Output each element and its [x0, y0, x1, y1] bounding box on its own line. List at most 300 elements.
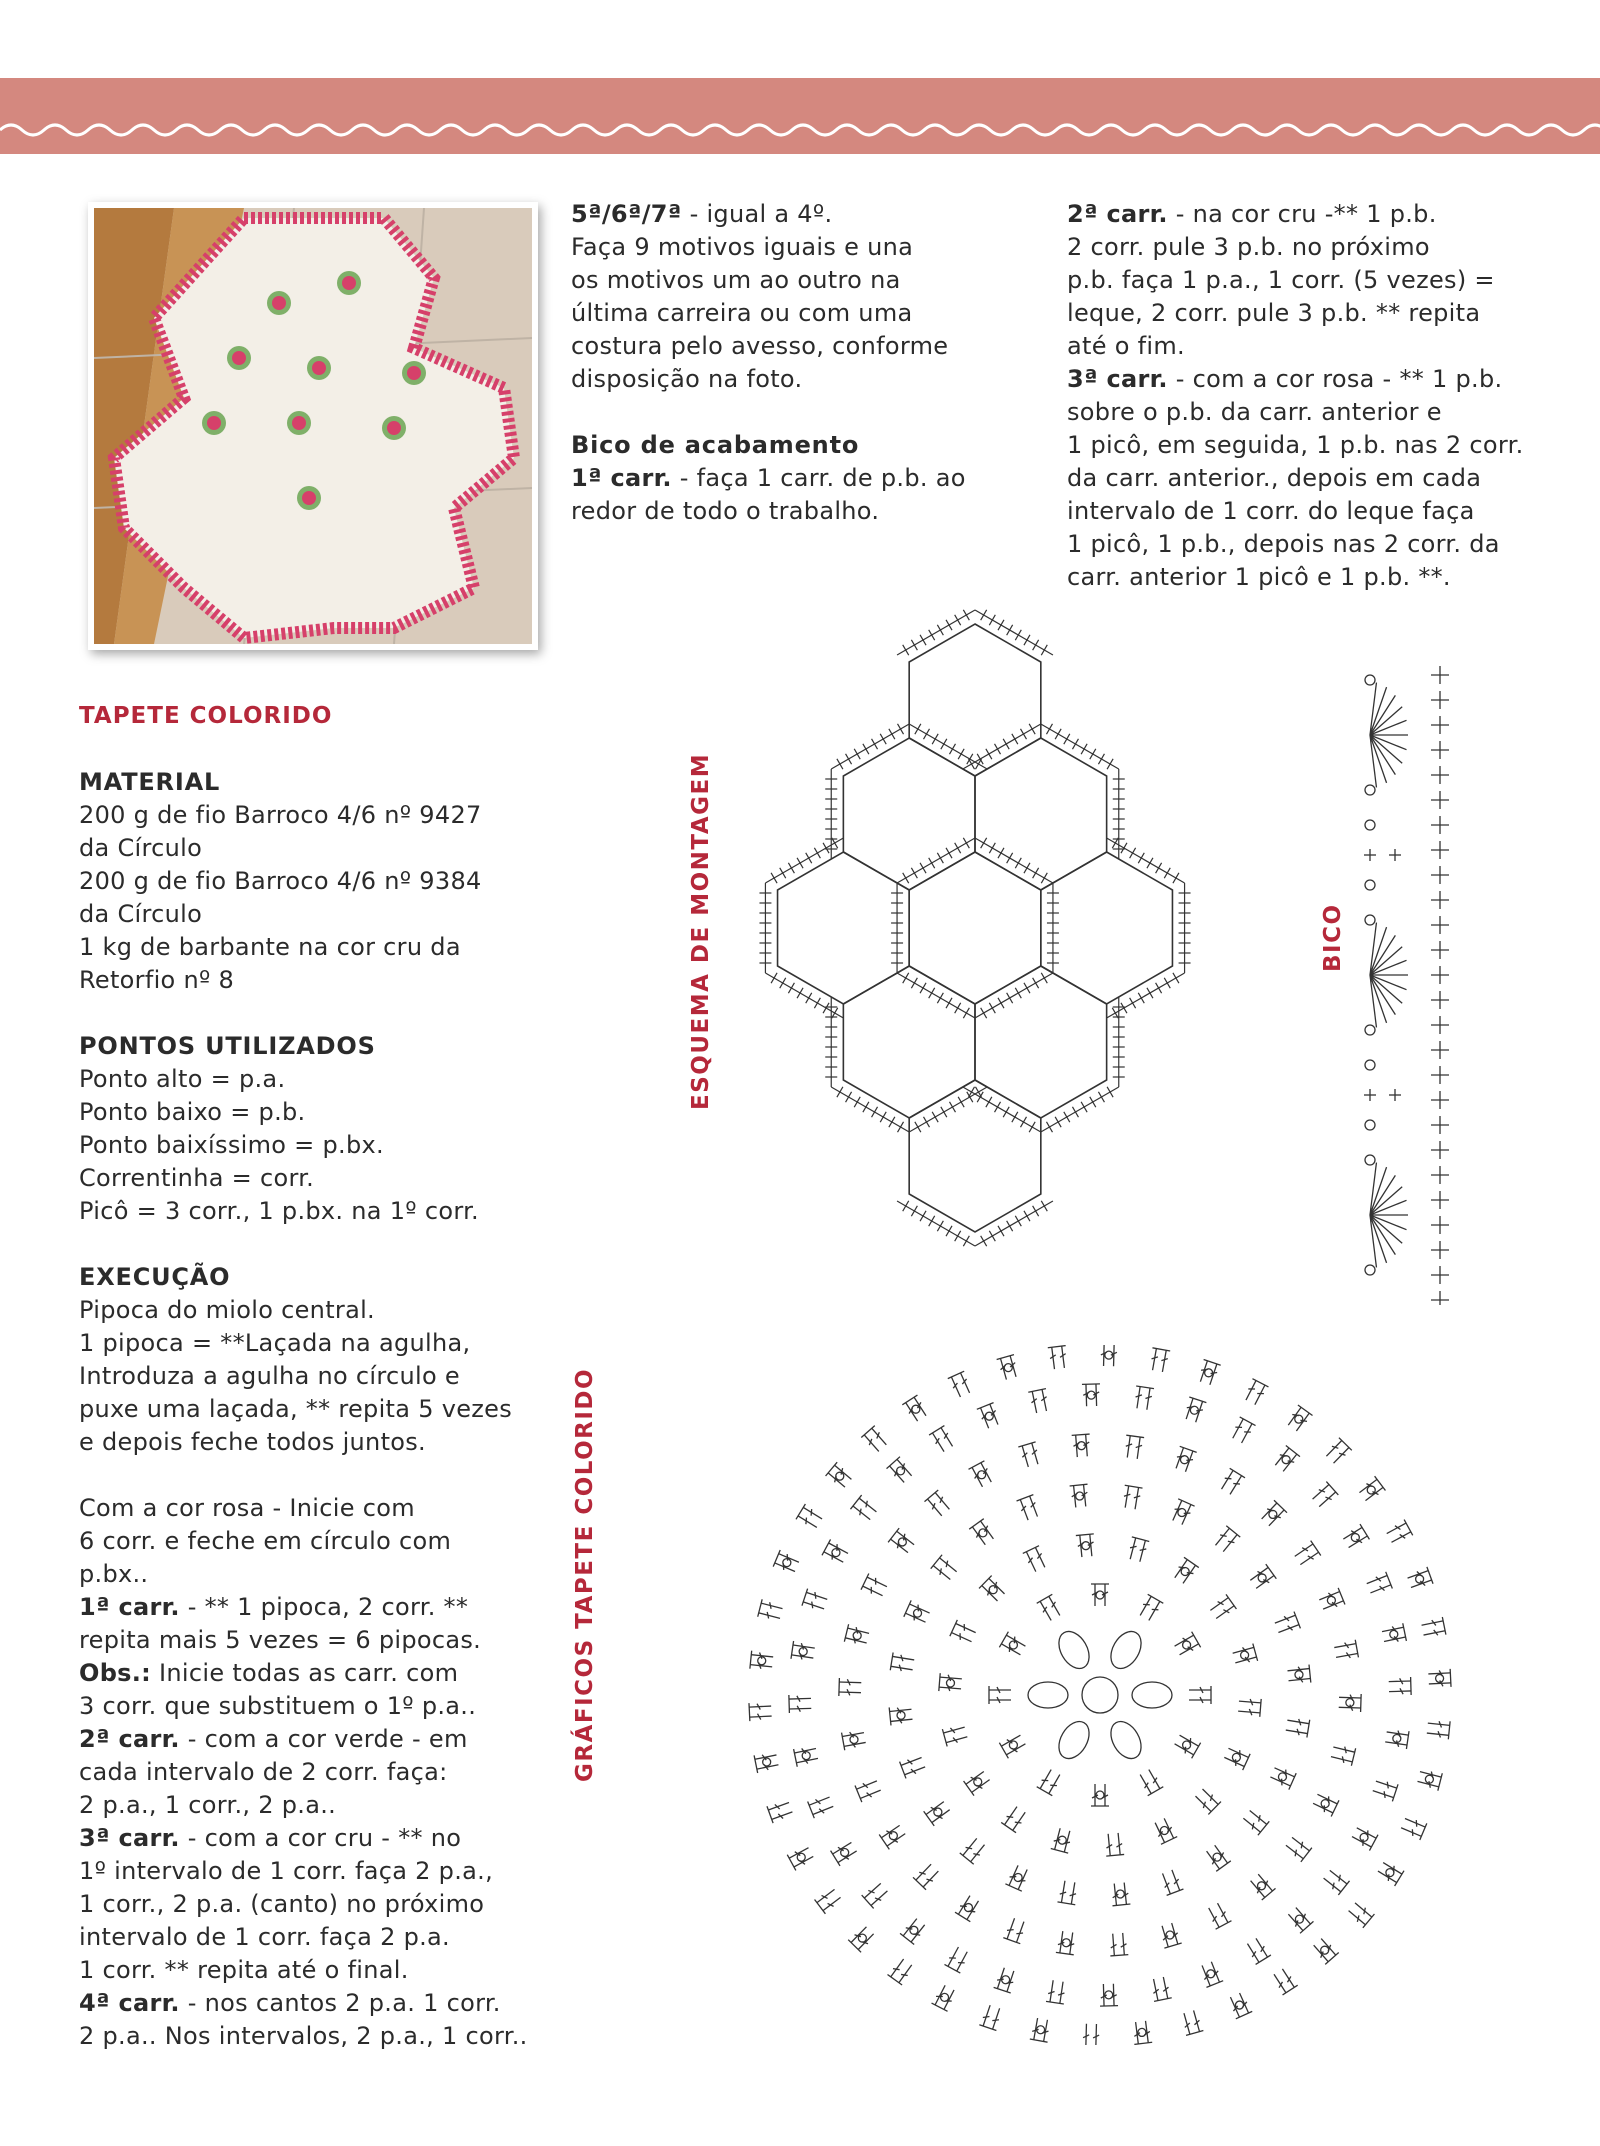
double-crochet-stitch	[1137, 1768, 1164, 1796]
double-crochet-stitch	[1334, 1640, 1359, 1662]
double-crochet-stitch	[1173, 1632, 1201, 1659]
double-crochet-stitch	[791, 1641, 815, 1662]
chain-stitch	[1183, 1741, 1191, 1749]
instruction-line: 1 corr., 2 p.a. (canto) no próximo	[79, 1890, 485, 1918]
pontos-line: Correntinha = corr.	[79, 1164, 315, 1192]
popcorn-stitch	[1053, 1716, 1096, 1764]
double-crochet-stitch	[826, 1462, 854, 1490]
double-crochet-stitch	[850, 1495, 878, 1523]
double-crochet-stitch	[1121, 1485, 1142, 1510]
bico-row-1-text: 1ª carr. - faça 1 carr. de p.b. ao	[571, 464, 966, 492]
double-crochet-stitch	[1197, 1360, 1221, 1387]
chain-stitch	[836, 1472, 844, 1480]
double-crochet-stitch	[1350, 1824, 1378, 1850]
double-crochet-stitch	[989, 1686, 1011, 1704]
hexagon-motif	[843, 966, 975, 1118]
double-crochet-stitch	[890, 1652, 915, 1673]
chain-stitch	[1321, 1946, 1329, 1954]
chain-stitch	[1181, 1568, 1189, 1576]
double-crochet-stitch	[1057, 1880, 1078, 1905]
chain-stitch	[1351, 1534, 1359, 1542]
double-crochet-stitch	[1227, 1991, 1252, 2018]
crochet-edging-chart	[1340, 665, 1470, 1305]
double-crochet-stitch	[999, 1632, 1027, 1659]
rug-photo	[88, 202, 538, 650]
chain-stitch	[783, 1559, 791, 1567]
material-line: da Círculo	[79, 900, 203, 928]
double-crochet-stitch	[1159, 1868, 1184, 1895]
chain-stitch	[1241, 1651, 1249, 1659]
chain-stitch	[898, 1538, 906, 1546]
double-crochet-stitch	[1244, 1936, 1271, 1964]
chain-stitch	[1207, 1970, 1215, 1978]
double-crochet-stitch	[1223, 1745, 1250, 1771]
chain-stitch	[1327, 1596, 1335, 1604]
instruction-line: 1 picô, em seguida, 1 p.b. nas 2 corr.	[1067, 431, 1524, 459]
double-crochet-stitch	[1287, 1665, 1311, 1685]
chain-stitch	[1390, 1630, 1398, 1638]
hexagon-motif	[1041, 852, 1173, 1004]
double-crochet-stitch	[1292, 1541, 1320, 1568]
double-crochet-stitch	[749, 1702, 772, 1721]
chain-stitch	[889, 1832, 897, 1840]
double-crochet-stitch	[1269, 1764, 1296, 1789]
double-crochet-stitch	[950, 1620, 977, 1646]
double-crochet-stitch	[1232, 1644, 1258, 1667]
double-crochet-stitch	[815, 1886, 843, 1914]
chain-stitch	[1183, 1641, 1191, 1649]
double-crochet-stitch	[1173, 1732, 1201, 1759]
double-crochet-stitch	[1400, 1815, 1427, 1840]
popcorn-stitch	[1028, 1682, 1068, 1708]
double-crochet-stitch	[1389, 1677, 1412, 1696]
double-crochet-stitch	[1076, 1534, 1096, 1558]
double-crochet-stitch	[1310, 1482, 1338, 1510]
double-crochet-stitch	[977, 1403, 1002, 1430]
chain-stitch	[1360, 1833, 1368, 1841]
double-crochet-stitch	[1324, 1438, 1352, 1466]
double-crochet-stitch	[750, 1651, 774, 1671]
double-crochet-stitch	[1018, 1442, 1041, 1468]
double-crochet-stitch	[1001, 1804, 1028, 1832]
bico-row-3-text: 3ª carr. - com a cor rosa - ** 1 p.b.	[1067, 365, 1503, 393]
double-crochet-stitch	[1003, 1917, 1027, 1944]
popcorn-stitch	[1053, 1626, 1096, 1674]
double-crochet-stitch	[1371, 1777, 1398, 1801]
bico-heading: Bico de acabamento	[571, 431, 860, 459]
double-crochet-stitch	[932, 1983, 958, 2011]
row-2-lines	[79, 1756, 549, 1822]
double-crochet-stitch	[1208, 1594, 1236, 1621]
bico-row-3-lines	[1067, 396, 1587, 594]
double-crochet-stitch	[1376, 1859, 1404, 1886]
double-crochet-stitch	[808, 1793, 835, 1818]
chain-stitch	[802, 1752, 810, 1760]
execucao-line: 1 pipoca = **Laçada na agulha,	[79, 1329, 471, 1357]
bico-label: BICO	[1320, 903, 1346, 972]
chain-stitch	[1282, 1456, 1290, 1464]
double-crochet-stitch	[900, 1916, 928, 1944]
instruction-line: disposição na foto.	[571, 365, 803, 393]
chain-stitch	[1009, 1641, 1017, 1649]
double-crochet-stitch	[1285, 1905, 1313, 1933]
join-instructions	[571, 231, 1041, 396]
double-crochet-stitch	[1158, 1922, 1181, 1948]
chain-stitch	[1258, 1574, 1266, 1582]
row-1-text: 1ª carr. - ** 1 pipoca, 2 corr. **	[79, 1593, 469, 1621]
double-crochet-stitch	[924, 1798, 952, 1825]
double-crochet-stitch	[1150, 1976, 1172, 2001]
double-crochet-stitch	[1152, 1817, 1178, 1845]
double-crochet-stitch	[839, 1678, 862, 1697]
instruction-line: 1º intervalo de 1 corr. faça 2 p.a.,	[79, 1857, 494, 1885]
chain-stitch	[1009, 1741, 1017, 1749]
execucao-line: Introduza a agulha no círculo e	[79, 1362, 460, 1390]
double-crochet-stitch	[887, 1457, 915, 1485]
double-crochet-stitch	[1109, 1933, 1129, 1956]
double-crochet-stitch	[1023, 1546, 1049, 1574]
chain-stitch	[1367, 1486, 1375, 1494]
double-crochet-stitch	[1082, 2024, 1101, 2045]
double-crochet-stitch	[1030, 2017, 1052, 2042]
double-crochet-stitch	[1037, 1768, 1064, 1796]
double-crochet-stitch	[794, 1745, 819, 1767]
double-crochet-stitch	[1091, 1784, 1109, 1806]
double-crochet-stitch	[1137, 1594, 1164, 1622]
double-crochet-stitch	[955, 1893, 982, 1921]
material-heading: MATERIAL	[79, 768, 221, 796]
double-crochet-stitch	[1046, 1980, 1067, 2004]
chain-stitch	[1004, 1364, 1012, 1372]
instruction-line: até o fim.	[1067, 332, 1185, 360]
popcorn-stitch	[1105, 1716, 1148, 1764]
double-crochet-stitch	[1193, 1786, 1221, 1814]
wavy-line-banner	[0, 78, 1600, 154]
double-crochet-stitch	[1357, 1476, 1385, 1504]
execucao-text	[79, 1294, 549, 1459]
chain-stitch	[832, 1549, 840, 1557]
double-crochet-stitch	[1321, 1867, 1349, 1895]
chain-stitch	[1178, 1509, 1186, 1517]
double-crochet-stitch	[1318, 1588, 1345, 1613]
popcorn-stitch	[1105, 1626, 1148, 1674]
double-crochet-stitch	[1005, 1864, 1030, 1891]
obs-text: Obs.: Inicie todas as carr. com	[79, 1659, 459, 1687]
chain-stitch	[1386, 1869, 1394, 1877]
chain-stitch	[1416, 1575, 1424, 1583]
row-4-text-line2: 2 p.a.. Nos intervalos, 2 p.a., 1 corr..	[79, 2022, 528, 2050]
double-crochet-stitch	[1285, 1716, 1310, 1737]
instruction-line: última carreira ou com uma	[571, 299, 913, 327]
chain-stitch	[1258, 1882, 1266, 1890]
double-crochet-stitch	[844, 1624, 870, 1647]
execucao-line: Pipoca do miolo central.	[79, 1296, 375, 1324]
material-line: 200 g de fio Barroco 4/6 nº 9384	[79, 867, 482, 895]
double-crochet-stitch	[1082, 1384, 1101, 1407]
chain-stitch	[897, 1467, 905, 1475]
double-crochet-stitch	[754, 1751, 779, 1773]
esquema-label: ESQUEMA DE MONTAGEM	[688, 752, 714, 1110]
double-crochet-stitch	[1123, 1435, 1144, 1459]
chain-stitch	[1236, 2001, 1244, 2009]
double-crochet-stitch	[1051, 1827, 1074, 1853]
instruction-line: 1 corr. ** repita até o final.	[79, 1956, 409, 1984]
double-crochet-stitch	[1037, 1594, 1064, 1622]
center-ring	[1082, 1677, 1118, 1713]
execucao-line: e depois feche todos juntos.	[79, 1428, 426, 1456]
pontos-line: Ponto alto = p.a.	[79, 1065, 286, 1093]
chain-stitch	[1138, 2028, 1146, 2036]
bico-row-2-text: 2ª carr. - na cor cru -** 1 p.b.	[1067, 200, 1437, 228]
double-crochet-stitch	[1259, 1500, 1287, 1528]
double-crochet-stitch	[1091, 1584, 1109, 1606]
chain-stitch	[974, 1778, 982, 1786]
double-crochet-stitch	[1283, 1834, 1311, 1862]
double-crochet-stitch	[789, 1694, 812, 1713]
double-crochet-stitch	[1426, 1719, 1450, 1739]
bico-row-2-lines	[1067, 231, 1587, 363]
double-crochet-stitch	[1203, 1843, 1230, 1871]
pontos-heading: PONTOS UTILIZADOS	[79, 1032, 376, 1060]
double-crochet-stitch	[1339, 1693, 1362, 1712]
double-crochet-stitch	[1417, 1768, 1443, 1791]
graficos-label: GRÁFICOS TAPETE COLORIDO	[572, 1367, 598, 1782]
double-crochet-stitch	[924, 1490, 952, 1518]
double-crochet-stitch	[848, 1924, 876, 1952]
hexagon-motif	[778, 852, 910, 1004]
double-crochet-stitch	[904, 1600, 931, 1625]
chain-stitch	[964, 1904, 972, 1912]
chain-stitch	[1014, 1873, 1022, 1881]
chain-stitch	[797, 1853, 805, 1861]
hexagon-motif	[909, 624, 1041, 776]
chain-stitch	[912, 1405, 920, 1413]
row-4-text: 4ª carr. - nos cantos 2 p.a. 1 corr.	[79, 1989, 501, 2017]
instruction-line: os motivos um ao outro na	[571, 266, 901, 294]
double-crochet-stitch	[1189, 1686, 1211, 1704]
double-crochet-stitch	[1072, 1434, 1092, 1457]
chain-stitch	[1213, 1853, 1221, 1861]
double-crochet-stitch	[861, 1426, 889, 1454]
instruction-line: da carr. anterior., depois em cada	[1067, 464, 1482, 492]
double-crochet-stitch	[1205, 1901, 1231, 1929]
double-crochet-stitch	[1285, 1405, 1312, 1433]
instruction-line: carr. anterior 1 picô e 1 p.b. **.	[1067, 563, 1451, 591]
double-crochet-stitch	[855, 1777, 882, 1802]
double-crochet-stitch	[999, 1732, 1027, 1759]
double-crochet-stitch	[861, 1573, 889, 1599]
double-crochet-stitch	[1248, 1872, 1276, 1900]
double-crochet-stitch	[1381, 1623, 1406, 1645]
chain-stitch	[1295, 1415, 1303, 1423]
hexagon-motif	[975, 738, 1107, 890]
double-crochet-stitch	[1180, 2009, 1203, 2035]
material-line: 1 kg de barbante na cor cru da	[79, 933, 461, 961]
chain-stitch	[914, 1609, 922, 1617]
double-crochet-stitch	[773, 1550, 800, 1575]
material-line: da Círculo	[79, 834, 203, 862]
double-crochet-stitch	[1248, 1564, 1276, 1591]
double-crochet-stitch	[1272, 1445, 1300, 1473]
execucao-heading: EXECUÇÃO	[79, 1263, 231, 1291]
chain-stitch	[841, 1848, 849, 1856]
double-crochet-stitch	[787, 1844, 815, 1870]
double-crochet-stitch	[1229, 1417, 1255, 1445]
pontos-list	[79, 1063, 549, 1228]
double-crochet-stitch	[969, 1461, 995, 1489]
instruction-line: 1 picô, 1 p.b., depois nas 2 corr. da	[1067, 530, 1500, 558]
obs-text-line2: 3 corr. que substituem o 1º p.a..	[79, 1692, 477, 1720]
instruction-line: 2 p.a., 1 corr., 2 p.a..	[79, 1791, 337, 1819]
chain-stitch	[1232, 1753, 1240, 1761]
material-list	[79, 799, 549, 997]
double-crochet-stitch	[1172, 1446, 1196, 1473]
execucao-line: puxe uma laçada, ** repita 5 vezes	[79, 1395, 513, 1423]
chain-stitch	[941, 1993, 949, 2001]
double-crochet-stitch	[1406, 1567, 1433, 1591]
double-crochet-stitch	[1017, 1495, 1042, 1522]
row-1-text-line2: repita mais 5 vezes = 6 pipocas.	[79, 1626, 482, 1654]
double-crochet-stitch	[1198, 1960, 1223, 1987]
chain-stitch	[978, 1471, 986, 1479]
double-crochet-stitch	[1311, 1791, 1339, 1817]
double-crochet-stitch	[1100, 1345, 1119, 1366]
material-line: Retorfio nº 8	[79, 966, 235, 994]
double-crochet-stitch	[929, 1426, 956, 1454]
double-crochet-stitch	[1271, 1967, 1298, 1995]
chain-stitch	[858, 1934, 866, 1942]
instruction-line: p.b. faça 1 p.a., 1 corr. (5 vezes) =	[1067, 266, 1495, 294]
rows-5-7-text: 5ª/6ª/7ª - igual a 4º.	[571, 200, 833, 228]
double-crochet-stitch	[1028, 1389, 1050, 1414]
double-crochet-stitch	[1048, 1346, 1069, 1370]
double-crochet-stitch	[1126, 1537, 1149, 1563]
instruction-line: Faça 9 motivos iguais e una	[571, 233, 914, 261]
chain-stitch	[1269, 1510, 1277, 1518]
row-3-lines	[79, 1855, 549, 1987]
instruction-line: sobre o p.b. da carr. anterior e	[1067, 398, 1442, 426]
popcorn-stitch	[1132, 1682, 1172, 1708]
instruction-line: intervalo de 1 corr. do leque faça	[1067, 497, 1475, 525]
instruction-line: 6 corr. e feche em círculo com	[79, 1527, 452, 1555]
double-crochet-stitch	[1346, 1900, 1374, 1928]
double-crochet-stitch	[1385, 1728, 1409, 1749]
material-line: 200 g de fio Barroco 4/6 nº 9427	[79, 801, 482, 829]
pontos-line: Ponto baixíssimo = p.bx.	[79, 1131, 384, 1159]
chain-stitch	[934, 1808, 942, 1816]
double-crochet-stitch	[1385, 1520, 1413, 1546]
chain-stitch	[1295, 1915, 1303, 1923]
double-crochet-stitch	[997, 1355, 1020, 1381]
double-crochet-stitch	[758, 1599, 784, 1622]
instruction-line: costura pelo avesso, conforme	[571, 332, 949, 360]
double-crochet-stitch	[796, 1504, 824, 1531]
chain-stitch	[1166, 1931, 1174, 1939]
double-crochet-stitch	[1365, 1572, 1392, 1597]
crochet-circle-chart	[730, 1345, 1470, 2045]
chain-stitch	[979, 1529, 987, 1537]
double-crochet-stitch	[802, 1589, 829, 1613]
chain-stitch	[850, 1735, 858, 1743]
double-crochet-stitch	[879, 1822, 907, 1849]
double-crochet-stitch	[1242, 1379, 1268, 1407]
instruction-line: 2 corr. pule 3 p.b. no próximo	[1067, 233, 1430, 261]
pontos-line: Ponto baixo = p.b.	[79, 1098, 306, 1126]
double-crochet-stitch	[888, 1528, 916, 1556]
double-crochet-stitch	[944, 1945, 970, 1973]
instruction-line: Com a cor rosa - Inicie com	[79, 1494, 415, 1522]
hexagon-motif	[975, 966, 1107, 1118]
double-crochet-stitch	[913, 1861, 941, 1889]
double-crochet-stitch	[948, 1371, 973, 1398]
double-crochet-stitch	[1110, 1882, 1130, 1906]
double-crochet-stitch	[1070, 1484, 1090, 1508]
double-crochet-stitch	[979, 2004, 1003, 2031]
chain-stitch	[985, 1412, 993, 1420]
chain-stitch	[1278, 1773, 1286, 1781]
hexagon-motif	[909, 852, 1041, 1004]
column-left	[79, 700, 549, 2053]
double-crochet-stitch	[969, 1519, 996, 1547]
chain-stitch	[1160, 1826, 1168, 1834]
column-middle	[571, 198, 1041, 528]
double-crochet-stitch	[1273, 1612, 1300, 1637]
chain-stitch	[763, 1758, 771, 1766]
double-crochet-stitch	[862, 1880, 890, 1908]
double-crochet-stitch	[1428, 1669, 1451, 1688]
double-crochet-stitch	[1238, 1697, 1261, 1717]
instruction-line: intervalo de 1 corr. faça 2 p.a.	[79, 1923, 450, 1951]
section-title: TAPETE COLORIDO	[79, 703, 333, 729]
double-crochet-stitch	[1330, 1743, 1356, 1766]
double-crochet-stitch	[900, 1754, 927, 1779]
hexagon-motif	[843, 738, 975, 890]
double-crochet-stitch	[1311, 1936, 1339, 1964]
double-crochet-stitch	[1133, 1386, 1154, 1410]
double-crochet-stitch	[1341, 1524, 1369, 1551]
double-crochet-stitch	[1056, 1931, 1077, 1955]
hexagon-motif	[909, 1080, 1041, 1232]
double-crochet-stitch	[1171, 1557, 1198, 1585]
double-crochet-stitch	[942, 1723, 968, 1746]
double-crochet-stitch	[931, 1555, 959, 1583]
row-3-text: 3ª carr. - com a cor cru - ** no	[79, 1824, 462, 1852]
double-crochet-stitch	[889, 1705, 913, 1725]
instruction-line: p.bx..	[79, 1560, 149, 1588]
chain-stitch	[1321, 1800, 1329, 1808]
chain-stitch	[910, 1926, 918, 1934]
double-crochet-stitch	[1132, 2020, 1153, 2044]
double-crochet-stitch	[979, 1576, 1007, 1604]
double-crochet-stitch	[1212, 1526, 1240, 1554]
double-crochet-stitch	[1218, 1468, 1245, 1496]
double-crochet-stitch	[822, 1539, 850, 1565]
double-crochet-stitch	[994, 1966, 1018, 1993]
double-crochet-stitch	[767, 1799, 794, 1823]
double-crochet-stitch	[902, 1395, 929, 1423]
double-crochet-stitch	[1241, 1807, 1269, 1835]
double-crochet-stitch	[960, 1836, 988, 1864]
double-crochet-stitch	[888, 1957, 915, 1985]
hexagon-assembly-diagram	[720, 590, 1230, 1305]
double-crochet-stitch	[939, 1673, 962, 1693]
double-crochet-stitch	[1149, 1348, 1171, 1373]
instruction-line: cada intervalo de 2 corr. faça:	[79, 1758, 448, 1786]
row-2-text: 2ª carr. - com a cor verde - em	[79, 1725, 468, 1753]
double-crochet-stitch	[1099, 1984, 1118, 2007]
bico-row-1-line2: redor de todo o trabalho.	[571, 497, 880, 525]
color-start-text	[79, 1492, 549, 1591]
